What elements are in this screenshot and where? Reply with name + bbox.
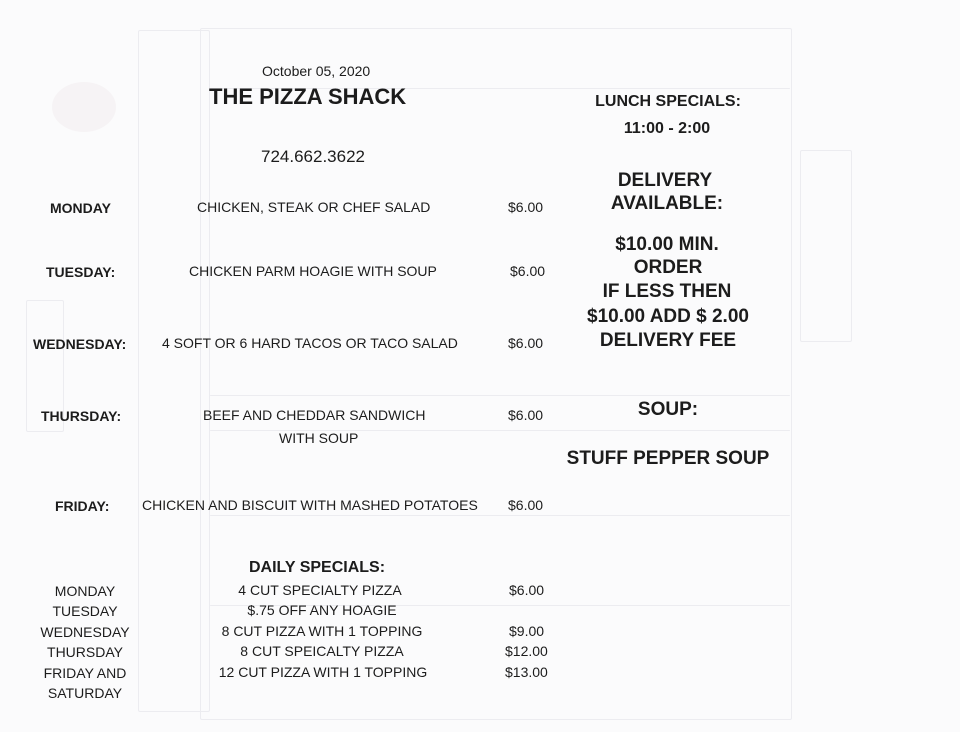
special-item: BEEF AND CHEDDAR SANDWICH [203,407,426,423]
daily-item: 12 CUT PIZZA WITH 1 TOPPING [218,664,428,680]
special-item: CHICKEN AND BISCUIT WITH MASHED POTATOES [142,497,478,513]
delivery-minimum-line2: ORDER [633,257,703,278]
scan-bleed-line [210,395,790,396]
daily-day: MONDAY [54,583,116,599]
menu-date: October 05, 2020 [262,63,371,79]
lunch-specials-heading: LUNCH SPECIALS: [595,93,741,110]
daily-item: 8 CUT PIZZA WITH 1 TOPPING [221,623,423,639]
special-price: $6.00 [508,497,544,513]
daily-day: THURSDAY [47,644,123,660]
daily-item: 4 CUT SPECIALTY PIZZA [238,582,402,598]
daily-day: WEDNESDAY [40,624,130,640]
special-price: $6.00 [510,263,546,279]
scan-smudge [52,82,116,132]
delivery-heading: DELIVERY [617,170,713,191]
phone-number: 724.662.3622 [261,147,365,166]
daily-price: $12.00 [505,643,548,659]
day-label: THURSDAY: [41,408,122,424]
special-item: CHICKEN, STEAK OR CHEF SALAD [197,199,431,215]
special-price: $6.00 [508,199,544,215]
special-price: $6.00 [508,335,544,351]
special-item: 4 SOFT OR 6 HARD TACOS OR TACO SALAD [162,335,458,351]
soup-name: STUFF PEPPER SOUP [566,448,770,469]
day-label: FRIDAY: [55,498,110,514]
special-item: CHICKEN PARM HOAGIE WITH SOUP [189,263,437,279]
daily-specials-heading: DAILY SPECIALS: [249,559,386,576]
special-item-continued: WITH SOUP [279,430,359,446]
delivery-minimum-line3: IF LESS THEN [602,281,732,302]
special-price: $6.00 [508,407,544,423]
day-label: MONDAY [50,200,111,216]
daily-day: FRIDAY AND [43,665,127,681]
soup-heading: SOUP: [637,399,699,420]
delivery-minimum: $10.00 MIN. [615,234,719,255]
lunch-hours: 11:00 - 2:00 [623,120,711,137]
daily-price: $13.00 [505,664,548,680]
delivery-fee: DELIVERY FEE [599,330,737,351]
restaurant-name: THE PIZZA SHACK [209,84,407,109]
day-label: TUESDAY: [46,264,116,280]
delivery-heading-line2: AVAILABLE: [610,193,724,214]
daily-item: 8 CUT SPEICALTY PIZZA [240,643,404,659]
daily-price: $9.00 [509,623,545,639]
delivery-minimum-line4: $10.00 ADD $ 2.00 [587,306,749,327]
daily-item: $.75 OFF ANY HOAGIE [247,602,397,618]
daily-day: TUESDAY [52,603,118,619]
daily-day: SATURDAY [47,685,123,701]
scan-bleed-line [210,515,790,516]
day-label: WEDNESDAY: [33,336,127,352]
daily-price: $6.00 [509,582,545,598]
scan-bleed-box [800,150,852,342]
